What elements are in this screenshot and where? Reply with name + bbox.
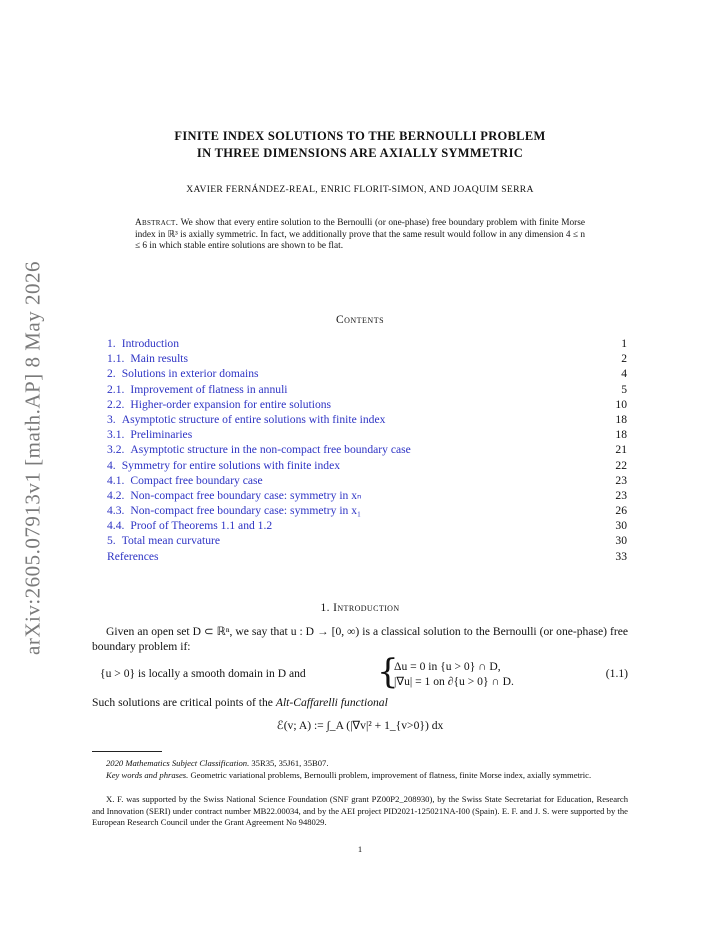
para2-emph: Alt-Caffarelli functional <box>275 696 388 709</box>
toc-entry-number: 3.1. <box>107 428 125 442</box>
toc-entry[interactable] <box>107 412 627 427</box>
toc-entry[interactable] <box>107 518 627 533</box>
toc-entry-link[interactable] <box>107 412 385 427</box>
toc-entry-page: 23 <box>615 488 627 502</box>
toc-entry-number: 4. <box>107 458 116 472</box>
toc-entry-link[interactable] <box>107 518 272 533</box>
abstract-label: Abstract. <box>135 218 179 228</box>
toc-entry[interactable] <box>107 382 627 397</box>
arxiv-stamp-text: arXiv:2605.07913v1 [math.AP] 8 May 2026 <box>20 261 45 655</box>
toc-entry[interactable] <box>107 458 627 473</box>
footnote-funding: X. F. was supported by the Swiss National Science Foundation (SNF grant PZ00P2_208930), by the Swiss State Secretariat for Education, Research and Innovation (SERI) under contract number MB22.00034, and by the AEI project PID2021-125021NA-I00 (Spain). E. F. and J. S. were supported by the European Research Council under the Grant Agreement No 948029. <box>92 794 628 827</box>
equation-left: {u > 0} is locally a smooth domain in D and <box>100 667 306 680</box>
toc-entry-page: 5 <box>621 382 627 396</box>
toc-entry-label: References <box>107 549 159 563</box>
arxiv-stamp <box>18 248 48 668</box>
toc-entry-page: 30 <box>615 519 627 533</box>
section-heading <box>92 602 628 614</box>
toc-entry-page: 4 <box>621 367 627 381</box>
toc-entry[interactable] <box>107 503 627 518</box>
toc-entry-label: Preliminaries <box>130 428 193 442</box>
toc-entry-number: 3. <box>107 412 116 426</box>
table-of-contents <box>107 336 627 564</box>
toc-entry-number: 2. <box>107 367 116 381</box>
toc-entry-page: 22 <box>615 458 627 472</box>
toc-entry-number: 4.1. <box>107 473 125 487</box>
contents-heading: Contents <box>335 314 385 326</box>
equation-system <box>394 659 514 689</box>
authors: XAVIER FERNÁNDEZ-REAL, ENRIC FLORIT-SIMON, AND JOAQUIM SERRA <box>186 184 534 195</box>
left-brace-icon: { <box>377 652 399 692</box>
toc-entry-label: Non-compact free boundary case: symmetry in x₁ <box>130 504 362 518</box>
toc-entry-label: Symmetry for entire solutions with finite index <box>121 458 341 472</box>
para2-prefix: Such solutions are critical points of the <box>92 696 276 709</box>
toc-entry-number: 1. <box>107 337 116 350</box>
toc-entry-number: 3.2. <box>107 443 125 457</box>
toc-entry-link[interactable] <box>107 351 188 366</box>
toc-entry-label: Total mean curvature <box>121 534 221 548</box>
toc-entry-number: 4.3. <box>107 504 125 518</box>
page-number: 1 <box>357 844 363 854</box>
toc-entry-page: 26 <box>615 504 627 518</box>
toc-entry-page: 18 <box>615 428 627 442</box>
toc-entry-link[interactable] <box>107 549 159 564</box>
title-line-2: IN THREE DIMENSIONS ARE AXIALLY SYMMETRIC <box>196 146 524 160</box>
section-heading-text: 1. Introduction <box>320 602 400 614</box>
toc-entry[interactable] <box>107 397 627 412</box>
toc-entry-page: 33 <box>615 549 627 563</box>
toc-entry[interactable] <box>107 549 627 564</box>
toc-entry-link[interactable] <box>107 488 362 503</box>
toc-entry[interactable] <box>107 336 627 351</box>
toc-entry-label: Main results <box>130 352 189 366</box>
toc-entry[interactable] <box>107 427 627 442</box>
intro-paragraph-1: Given an open set D ⊂ ℝⁿ, we say that u : D → [0, ∞) is a classical solution to the Bernoulli (or one-phase) free boundary problem if: <box>92 625 628 653</box>
footnote-msc-label: 2020 Mathematics Subject Classification. <box>106 758 250 768</box>
footnote-kw-text: Geometric variational problems, Bernoulli problem, improvement of flatness, finite Morse index, axially symmetric. <box>190 770 592 780</box>
toc-entry-page: 18 <box>615 412 627 426</box>
toc-entry-label: Higher-order expansion for entire solutions <box>130 397 332 411</box>
toc-entry-label: Solutions in exterior domains <box>121 367 259 381</box>
footnote-msc <box>92 758 628 770</box>
toc-entry[interactable] <box>107 366 627 381</box>
toc-entry-number: 5. <box>107 534 116 548</box>
paper-title <box>92 128 628 162</box>
toc-entry-label: Improvement of flatness in annuli <box>130 382 288 396</box>
toc-entry-label: Asymptotic structure of entire solutions with finite index <box>121 412 386 426</box>
toc-entry-label: Proof of Theorems 1.1 and 1.2 <box>130 519 273 533</box>
title-line-1: FINITE INDEX SOLUTIONS TO THE BERNOULLI PROBLEM <box>174 129 546 143</box>
toc-entry-link[interactable] <box>107 473 263 488</box>
toc-entry-link[interactable] <box>107 533 220 548</box>
toc-entry-number: 2.1. <box>107 382 125 396</box>
toc-entry-number: 2.2. <box>107 397 125 411</box>
abstract-text: We show that every entire solution to the Bernoulli (or one-phase) free boundary problem with finite Morse index in ℝ³ is axially symmetric. In fact, we additionally prove that the same result would follow in any dimension 4 ≤ n ≤ 6 in which stable entire solutions are shown to be flat. <box>135 218 585 252</box>
functional-equation: ℰ(v; A) := ∫_A (|∇v|² + 1_{v>0}) dx <box>276 719 444 732</box>
footnote-keywords <box>92 770 628 782</box>
toc-entry-page: 2 <box>621 352 627 366</box>
toc-entry-label: Asymptotic structure in the non-compact free boundary case <box>130 443 411 457</box>
footnote-kw-label: Key words and phrases. <box>106 770 189 780</box>
toc-entry-page: 23 <box>615 473 627 487</box>
toc-entry-link[interactable] <box>107 336 179 351</box>
toc-entry-label: Introduction <box>121 337 180 350</box>
toc-entry[interactable] <box>107 442 627 457</box>
toc-entry[interactable] <box>107 488 627 503</box>
toc-entry-label: Compact free boundary case <box>130 473 263 487</box>
toc-entry-page: 1 <box>621 337 627 350</box>
toc-entry-label: Non-compact free boundary case: symmetry in xₙ <box>130 488 362 502</box>
toc-entry-number: 4.4. <box>107 519 125 533</box>
toc-entry-link[interactable] <box>107 366 259 381</box>
toc-entry[interactable] <box>107 533 627 548</box>
toc-entry-link[interactable] <box>107 503 361 518</box>
toc-entry-link[interactable] <box>107 397 331 412</box>
equation-1-1 <box>92 652 628 693</box>
toc-entry-link[interactable] <box>107 427 192 442</box>
toc-entry-link[interactable] <box>107 382 288 397</box>
toc-entry-number: 4.2. <box>107 488 125 502</box>
toc-entry-page: 10 <box>615 397 627 411</box>
abstract <box>135 218 585 253</box>
toc-entry-number: 1.1. <box>107 352 125 366</box>
intro-paragraph-2 <box>92 695 628 710</box>
toc-entry-page: 30 <box>615 534 627 548</box>
equation-tag: (1.1) <box>605 667 628 680</box>
toc-entry-link[interactable] <box>107 442 411 457</box>
equation-line-2: |∇u| = 1 on ∂{u > 0} ∩ D. <box>394 675 514 688</box>
footnote-rule <box>92 751 162 752</box>
toc-entry-link[interactable] <box>107 458 340 473</box>
toc-entry[interactable] <box>107 473 627 488</box>
footnote-msc-text: 35R35, 35J61, 35B07. <box>251 758 329 768</box>
equation-line-1: Δu = 0 in {u > 0} ∩ D, <box>394 660 501 673</box>
toc-entry[interactable] <box>107 351 627 366</box>
toc-entry-page: 21 <box>615 443 627 457</box>
